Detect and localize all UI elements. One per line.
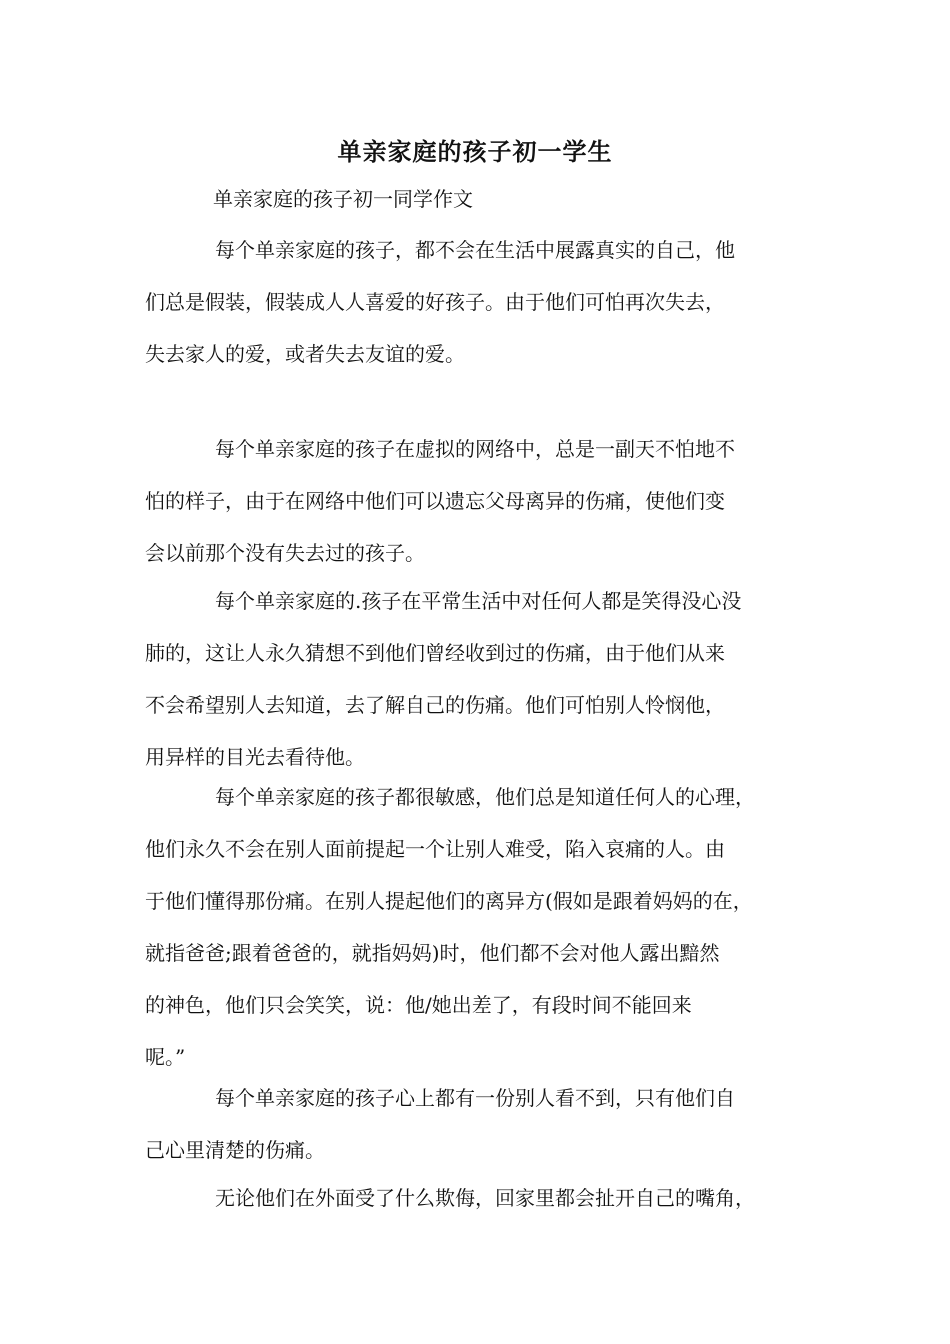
paragraph-line: 每个单亲家庭的.孩子在平常生活中对任何人都是笑得没心没 bbox=[215, 589, 742, 613]
document-subtitle: 单亲家庭的孩子初一同学作文 bbox=[213, 187, 473, 211]
paragraph-4 bbox=[145, 771, 815, 1083]
document-title: 单亲家庭的孩子初一学生 bbox=[337, 137, 613, 166]
paragraph-line: 无论他们在外面受了什么欺侮，回家里都会扯开自己的嘴角， bbox=[215, 1186, 755, 1210]
paragraph-line: 每个单亲家庭的孩子在虚拟的网络中，总是一副天不怕地不 bbox=[215, 437, 735, 461]
paragraph-line: 他们永久不会在别人面前提起一个让别人难受，陷入哀痛的人。由 bbox=[145, 837, 725, 861]
paragraph-5 bbox=[145, 1072, 815, 1176]
paragraph-line: 怕的样子，由于在网络中他们可以遗忘父母离异的伤痛，使他们变 bbox=[145, 489, 725, 513]
paragraph-line: 会以前那个没有失去过的孩子。 bbox=[145, 541, 425, 565]
paragraph-line: 们总是假装，假装成人人喜爱的好孩子。由于他们可怕再次失去， bbox=[145, 290, 725, 314]
paragraph-line: 每个单亲家庭的孩子都很敏感，他们总是知道任何人的心理， bbox=[215, 785, 755, 809]
paragraph-line: 肺的，这让人永久猜想不到他们曾经收到过的伤痛，由于他们从来 bbox=[145, 641, 725, 665]
paragraph-line: 就指爸爸;跟着爸爸的，就指妈妈)时，他们都不会对他人露出黯然 bbox=[145, 941, 720, 965]
paragraph-6 bbox=[145, 1172, 815, 1224]
paragraph-line: 呢。” bbox=[145, 1045, 186, 1069]
paragraph-line: 于他们懂得那份痛。在别人提起他们的离异方(假如是跟着妈妈的在， bbox=[145, 889, 753, 913]
paragraph-line: 用异样的目光去看待他。 bbox=[145, 745, 365, 769]
paragraph-line: 的神色，他们只会笑笑，说：他/她出差了，有段时间不能回来 bbox=[145, 993, 692, 1017]
paragraph-3 bbox=[145, 575, 815, 783]
paragraph-line: 每个单亲家庭的孩子，都不会在生活中展露真实的自己，他 bbox=[215, 238, 735, 262]
paragraph-1 bbox=[145, 224, 815, 380]
paragraph-line: 己心里清楚的伤痛。 bbox=[145, 1138, 325, 1162]
paragraph-2 bbox=[145, 423, 815, 579]
paragraph-line: 不会希望别人去知道，去了解自己的伤痛。他们可怕别人怜悯他， bbox=[145, 693, 725, 717]
paragraph-line: 每个单亲家庭的孩子心上都有一份别人看不到，只有他们自 bbox=[215, 1086, 735, 1110]
paragraph-line: 失去家人的爱，或者失去友谊的爱。 bbox=[145, 342, 465, 366]
